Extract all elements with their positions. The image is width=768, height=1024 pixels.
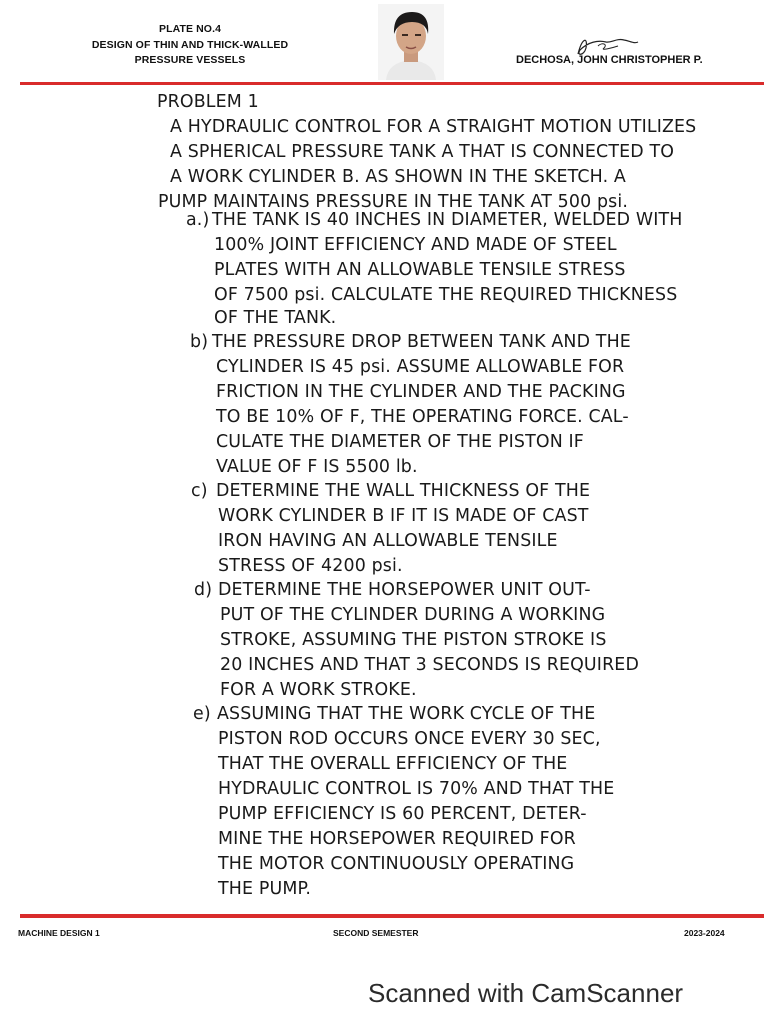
header-divider xyxy=(20,82,764,85)
plate-title xyxy=(40,22,340,69)
footer-course: MACHINE DESIGN 1 xyxy=(18,928,100,938)
part-a-line: THE TANK IS 40 INCHES IN DIAMETER, WELDED WITH xyxy=(212,210,683,230)
part-c-line: STRESS OF 4200 psi. xyxy=(218,556,403,576)
scanner-watermark: Scanned with CamScanner xyxy=(368,978,684,1008)
author-name: DECHOSA, JOHN CHRISTOPHER P. xyxy=(516,54,703,66)
part-label-b: b) xyxy=(190,332,209,352)
part-a-line: OF 7500 psi. CALCULATE THE REQUIRED THICKNESS xyxy=(214,285,678,305)
footer-semester: SECOND SEMESTER xyxy=(333,928,419,938)
part-d-line: STROKE, ASSUMING THE PISTON STROKE IS xyxy=(220,630,607,650)
problem-heading: PROBLEM 1 xyxy=(157,92,259,112)
part-b-line: CULATE THE DIAMETER OF THE PISTON IF xyxy=(216,432,584,452)
part-d-line: FOR A WORK STROKE. xyxy=(220,680,417,700)
part-a-line: PLATES WITH AN ALLOWABLE TENSILE STRESS xyxy=(214,260,626,280)
footer-divider xyxy=(20,914,764,918)
footer-year: 2023-2024 xyxy=(684,928,725,938)
intro-line: PUMP MAINTAINS PRESSURE IN THE TANK AT 500 psi. xyxy=(158,192,629,212)
part-e-line: MINE THE HORSEPOWER REQUIRED FOR xyxy=(218,829,576,849)
part-c-line: IRON HAVING AN ALLOWABLE TENSILE xyxy=(218,531,558,551)
plate-topic-line2: PRESSURE VESSELS xyxy=(134,54,246,66)
part-b-line: FRICTION IN THE CYLINDER AND THE PACKING xyxy=(216,382,626,402)
part-e-line: THAT THE OVERALL EFFICIENCY OF THE xyxy=(218,754,568,774)
part-e-line: THE PUMP. xyxy=(218,879,312,899)
student-photo xyxy=(378,4,444,80)
part-d-line: PUT OF THE CYLINDER DURING A WORKING xyxy=(220,605,606,625)
plate-number: PLATE NO.4 xyxy=(158,23,222,35)
part-label-c: c) xyxy=(191,481,208,501)
intro-line: A WORK CYLINDER B. AS SHOWN IN THE SKETCH. A xyxy=(170,167,626,187)
part-e-line: ASSUMING THAT THE WORK CYCLE OF THE xyxy=(217,704,596,724)
part-label-e: e) xyxy=(193,704,211,724)
intro-line: A HYDRAULIC CONTROL FOR A STRAIGHT MOTION UTILIZES xyxy=(170,117,697,137)
part-label-d: d) xyxy=(194,580,213,600)
part-c-line: WORK CYLINDER B IF IT IS MADE OF CAST xyxy=(218,506,589,526)
portrait-image xyxy=(378,4,444,80)
intro-line: A SPHERICAL PRESSURE TANK A THAT IS CONNECTED TO xyxy=(170,142,675,162)
part-e-line: PISTON ROD OCCURS ONCE EVERY 30 SEC, xyxy=(218,729,601,749)
part-c-line: DETERMINE THE WALL THICKNESS OF THE xyxy=(216,481,591,501)
part-a-line: OF THE TANK. xyxy=(214,308,337,328)
part-b-line: THE PRESSURE DROP BETWEEN TANK AND THE xyxy=(212,332,631,352)
part-a-line: 100% JOINT EFFICIENCY AND MADE OF STEEL xyxy=(214,235,617,255)
part-e-line: PUMP EFFICIENCY IS 60 PERCENT, DETER- xyxy=(218,804,587,824)
part-d-line: 20 INCHES AND THAT 3 SECONDS IS REQUIRED xyxy=(220,655,639,675)
part-d-line: DETERMINE THE HORSEPOWER UNIT OUT- xyxy=(218,580,591,600)
part-b-line: CYLINDER IS 45 psi. ASSUME ALLOWABLE FOR xyxy=(216,357,625,377)
part-label-a: a.) xyxy=(186,210,210,230)
part-e-line: THE MOTOR CONTINUOUSLY OPERATING xyxy=(218,854,575,874)
plate-topic-line1: DESIGN OF THIN AND THICK-WALLED xyxy=(91,38,289,51)
part-e-line: HYDRAULIC CONTROL IS 70% AND THAT THE xyxy=(218,779,615,799)
part-b-line: TO BE 10% OF F, THE OPERATING FORCE. CAL- xyxy=(216,407,629,427)
part-b-line: VALUE OF F IS 5500 lb. xyxy=(216,457,418,477)
